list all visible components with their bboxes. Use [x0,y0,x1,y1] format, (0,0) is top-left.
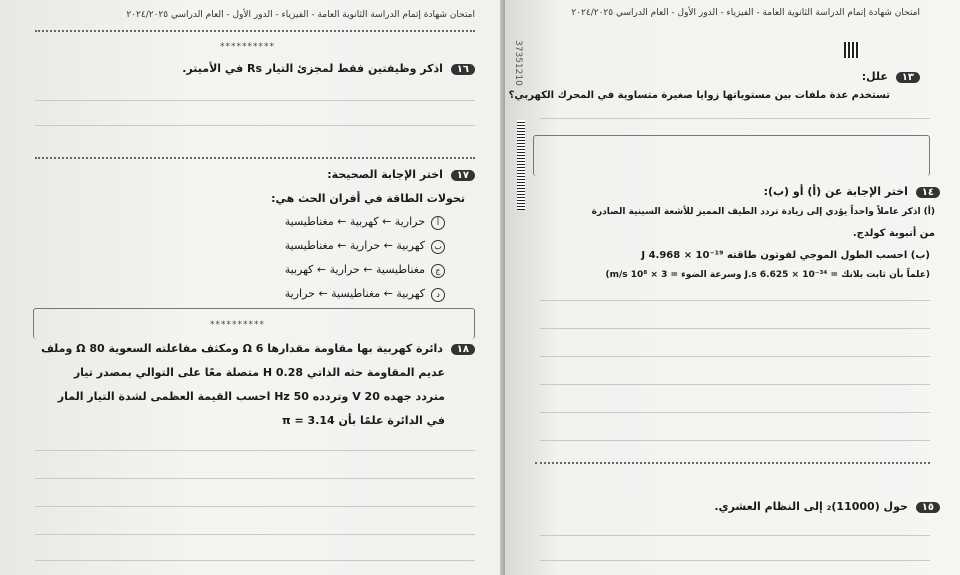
answer-line [540,535,930,536]
answer-line [35,450,475,451]
answer-line [540,300,930,301]
question-13-label: علل: [861,70,888,83]
answer-line [35,100,475,101]
star-separator: ********** [210,320,265,330]
question-14-b-constants: (علماً بأن ثابت بلانك = J.s 6.625 × 10⁻³⁴ وسرعة الضوء = 3 × 10⁸ m/s) [605,270,930,280]
option-text: مغناطيسية ← حرارية ← كهربية [284,263,425,276]
answer-line [540,440,930,441]
question-18-line-2: عديم المقاومة حثه الذاتي H 0.28 متصلة معًا على التوالي بمصدر تيار [73,366,445,379]
question-14-a: (أ) اذكر عاملاً واحداً يؤدي إلى زيادة تردد الطيف المميز للأشعة السينية الصادرة [591,207,935,217]
option-c[interactable] [285,263,445,278]
answer-line [35,534,475,535]
question-18-line-4: في الدائرة علمًا بأن π = 3.14 [281,414,445,427]
question-14-title: اختر الإجابة عن (أ) أو (ب): [763,185,908,198]
question-16 [182,62,475,75]
question-number: ١٧ [451,170,475,181]
question-17-title: اختر الإجابة الصحيحة: [327,168,443,181]
section-divider [35,157,475,159]
answer-line [35,125,475,126]
option-text: حرارية ← كهربية ← مغناطيسية [284,215,425,228]
answer-line [540,328,930,329]
radio-circle: أ [431,216,445,230]
answer-line [35,506,475,507]
question-number: ١٨ [451,344,475,355]
question-17 [327,168,475,181]
section-divider [535,462,930,464]
right-page-header: امتحان شهادة إتمام الدراسة الثانوية العامة - الفيزياء - الدور الأول - العام الدراسي ٢٠٢٤/٢٠٢٥ [571,8,920,18]
option-d[interactable] [285,287,445,302]
question-number: ١٥ [916,502,940,513]
question-number: ١٦ [451,64,475,75]
question-15 [714,500,940,513]
barcode-icon [517,120,525,210]
question-number: ١٣ [896,72,920,83]
answer-line [540,384,930,385]
question-14-b: (ب) احسب الطول الموجي لفوتون طاقته J 4.968 × 10⁻¹⁹ [641,250,930,261]
question-14 [764,185,940,198]
option-text: كهربية ← حرارية ← مغناطيسية [284,239,425,252]
serial-number: 37351210 [513,40,523,86]
option-a[interactable] [285,215,445,230]
answer-line [540,118,930,119]
radio-circle: ب [431,240,445,254]
question-number: ١٤ [916,187,940,198]
radio-circle: ج [431,264,445,278]
qr-code-icon [844,42,860,58]
question-18-line-3: متردد جهده V 20 وتردده Hz 50 احسب القيمة العظمى لشدة التيار المار [57,390,445,403]
answer-line [540,560,930,561]
question-13 [862,70,920,83]
option-text: كهربية ← مغناطيسية ← حرارية [284,287,425,300]
answer-line [540,356,930,357]
question-18-line-1: دائرة كهربية بها مقاومة مقدارها Ω 6 ومكثف مفاعلته السعوية Ω 80 وملف [41,342,443,355]
right-exam-page [505,0,960,575]
question-14-a-cont: من أنبوبة كولدج. [852,228,935,239]
radio-circle: د [431,288,445,302]
answer-line [35,560,475,561]
answer-line [35,478,475,479]
answer-line [540,412,930,413]
answer-box [533,135,930,176]
question-16-text: اذكر وظيفتين فقط لمجزئ التيار Rs في الأميتر. [182,62,443,75]
option-b[interactable] [285,239,445,254]
header-divider [35,30,475,32]
question-17-prompt: تحولات الطاقة في أفران الحث هي: [271,192,465,205]
star-separator: ********** [220,42,275,52]
left-page-header: امتحان شهادة إتمام الدراسة الثانوية العامة - الفيزياء - الدور الأول - العام الدراسي ٢٠٢٤/٢٠٢٥ [126,10,475,20]
question-15-text: حول (11000)₂ إلى النظام العشري. [714,500,908,513]
question-13-text: تستخدم عدة ملفات بين مستوياتها زوايا صغيرة متساوية في المحرك الكهربي؟ [508,90,890,101]
question-18 [41,342,475,355]
